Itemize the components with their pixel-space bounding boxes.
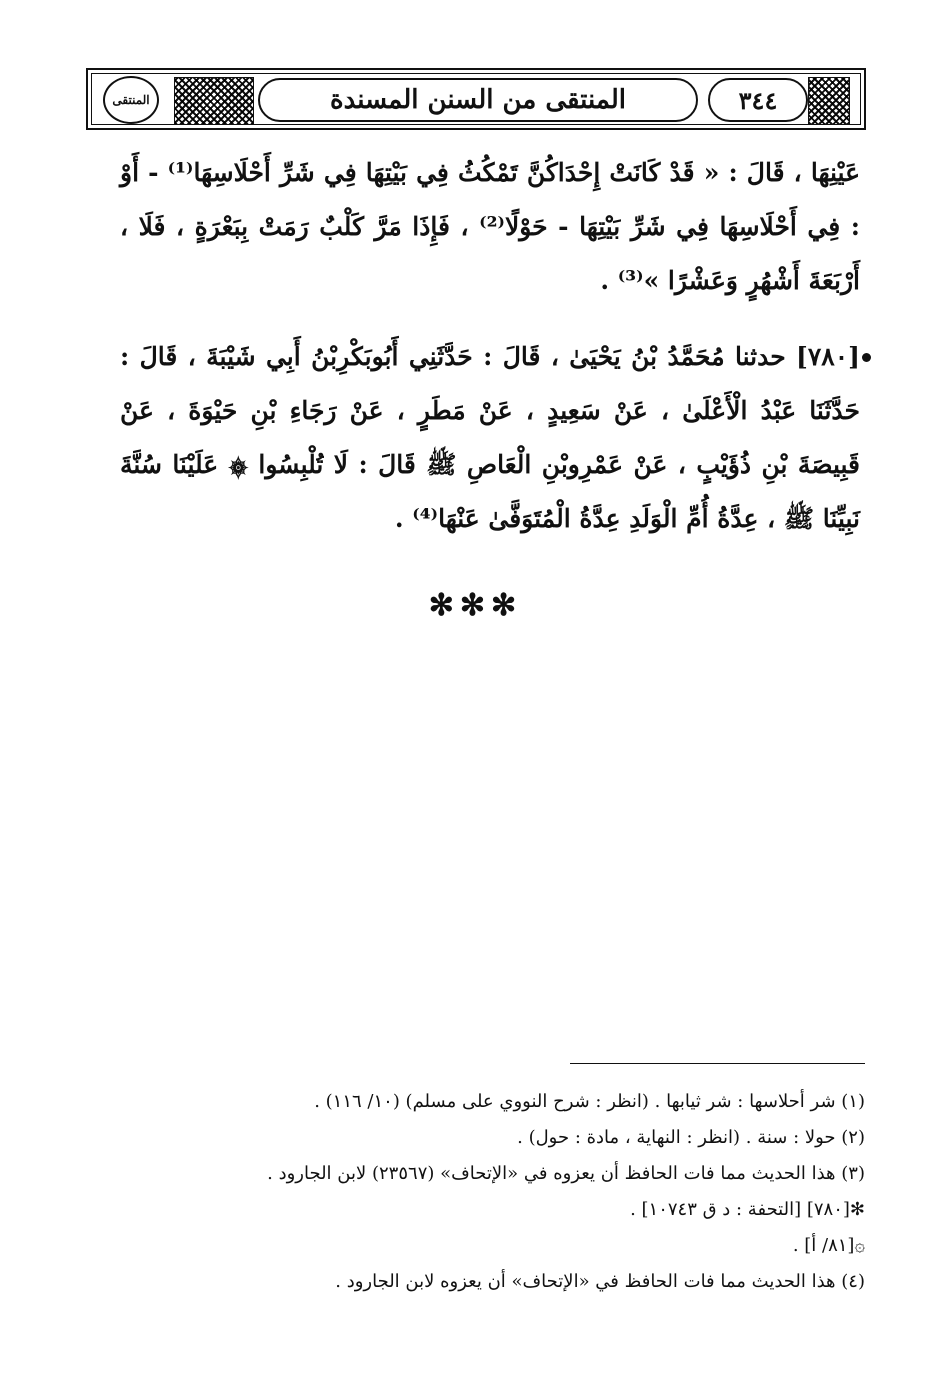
book-emblem — [96, 74, 166, 126]
footnote-4: (٤) هذا الحديث مما فات الحافظ في «الإتحاف» أن يعزوه لابن الجارود . — [335, 1271, 865, 1292]
page-number: ٣٤٤ — [708, 78, 808, 122]
footnote-divider — [570, 1063, 865, 1064]
footnote-tuhfa: ✻[٧٨٠] [التحفة : د ق ١٠٧٤٣] . — [630, 1199, 865, 1220]
footnotes — [120, 1084, 865, 1300]
hadith-text-continuation: عَيْنِهَا ، قَالَ : « قَدْ كَانَتْ إِحْدَاكُنَّ تَمْكُثُ فِي بَيْتِهَا فِي شَرِّ أَحْلَاسِهَا⁽¹⁾ - أَوْ : فِي أَحْلَاسِهَا فِي شَرِّ بَيْتِهَا - حَوْلًا⁽²⁾ ، فَإِذَا مَرَّ كَلْبٌ رَمَتْ بِبَعْرَةٍ ، فَلَا ، أَرْبَعَةَ أَشْهُرٍ وَعَشْرًا »⁽³⁾ . — [120, 158, 860, 295]
footnote-folio: ۞[٨١/ أ] . — [792, 1235, 865, 1256]
section-separator: ✻✻✻ — [428, 588, 523, 623]
footnote-2: (٢) حولا : سنة . (انظر : النهاية ، مادة : حول) . — [517, 1127, 865, 1148]
hadith-bullet — [862, 353, 871, 362]
running-title: المنتقى من السنن المسندة — [258, 78, 698, 122]
footnote-3: (٣) هذا الحديث مما فات الحافظ أن يعزوه في «الإتحاف» (٢٣٥٦٧) لابن الجارود . — [267, 1163, 865, 1184]
footnote-1: (١) شر أحلاسها : شر ثيابها . (انظر : شرح النووي على مسلم) (١٠/ ١١٦) . — [314, 1091, 865, 1112]
page-header — [86, 68, 866, 130]
hadith-780: [٧٨٠] حدثنا مُحَمَّدُ بْنُ يَحْيَىٰ ، قَالَ : حَدَّثَنِي أَبُوبَكْرِبْنُ أَبِي شَيْبَةَ ، قَالَ : حَدَّثَنَا عَبْدُ الْأَعْلَىٰ ، عَنْ سَعِيدٍ ، عَنْ مَطَرٍ ، عَنْ رَجَاءِ بْنِ حَيْوَةَ ، عَنْ قَبِيصَةَ بْنِ ذُؤَيْبٍ ، عَنْ عَمْرِوبْنِ الْعَاصِ ﷺ قَالَ : لَا تُلْبِسُوا ۞ عَلَيْنَا سُنَّةَ نَبِيِّنَا ﷺ ، عِدَّةُ أُمِّ الْوَلَدِ عِدَّةُ الْمُتَوَفَّىٰ عَنْهَا⁽⁴⁾ . — [120, 342, 860, 533]
emblem-text: المنتقى — [103, 76, 159, 124]
ornament-left — [174, 77, 254, 125]
ornament-right — [808, 77, 850, 125]
